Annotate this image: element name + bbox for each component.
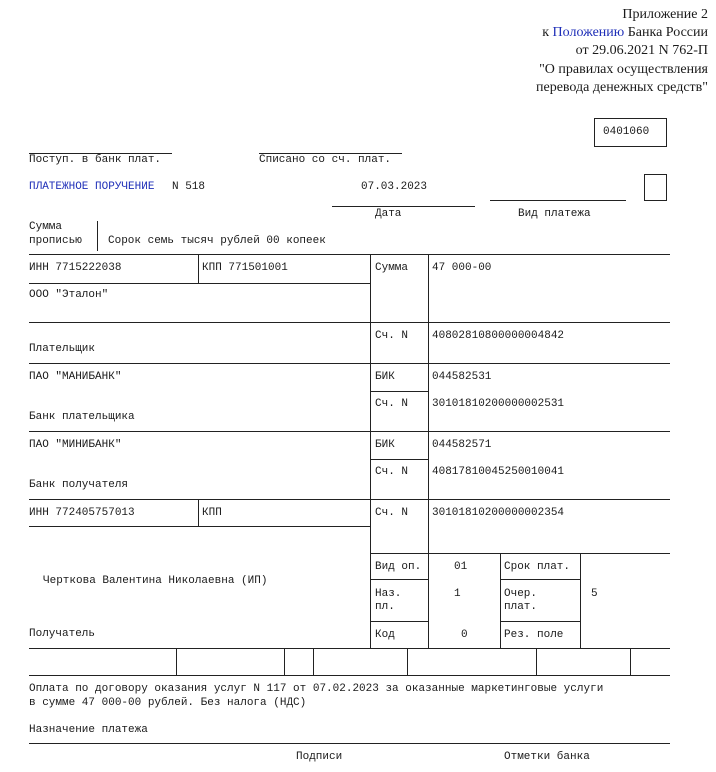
form-code-box <box>594 118 667 147</box>
grid-line-srok <box>500 579 580 580</box>
grid-line-payee-bank <box>29 499 670 500</box>
kod-value: 0 <box>461 629 468 641</box>
grid-payee-kpp-divider <box>198 499 199 526</box>
payee-bank-label: Банк получателя <box>29 479 129 491</box>
ocher-label-1: Очер. <box>504 588 538 600</box>
naz-value: 1 <box>454 588 461 600</box>
payee-bank-name: ПАО "МИНИБАНК" <box>29 439 122 451</box>
kod-label: Код <box>375 629 395 641</box>
grid-line-payer-name <box>29 322 670 323</box>
payer-kpp: КПП 771501001 <box>202 262 288 274</box>
naz-label-2: пл. <box>375 601 395 613</box>
appendix-line-4: "О правилах осуществления <box>539 62 708 77</box>
purpose-line-2: в сумме 47 000-00 рублей. Без налога (НДС) <box>29 697 307 709</box>
received-label: Поступ. в банк плат. <box>29 154 162 166</box>
grid-line-naz <box>370 621 428 622</box>
grid-line-vidop <box>370 579 428 580</box>
ocher-value: 5 <box>591 588 598 600</box>
tax-divider-2 <box>284 648 285 675</box>
tax-divider-5 <box>536 648 537 675</box>
grid-line-inn <box>29 283 370 284</box>
amount-words-label-2: прописью <box>29 235 82 247</box>
payee-acc-label: Сч. N <box>375 507 409 519</box>
payee-kpp: КПП <box>202 507 222 519</box>
appendix-line-3: от 29.06.2021 N 762-П <box>575 43 708 58</box>
purpose-line-1: Оплата по договору оказания услуг N 117 от 07.02.2023 за оказанные маркетинговые услуги <box>29 683 604 695</box>
grid-line-ocher <box>500 621 580 622</box>
grid-col-4 <box>580 553 581 648</box>
payer-bank-bik-label: БИК <box>375 371 395 383</box>
amount-value: 47 000-00 <box>432 262 492 274</box>
grid-line-tax <box>29 675 670 676</box>
form-code: 0401060 <box>603 126 650 138</box>
bank-marks-label: Отметки банка <box>504 751 590 763</box>
payee-acc: 30101810200000002354 <box>432 507 565 519</box>
appendix-line-1: Приложение 2 <box>622 7 708 22</box>
debited-label: Списано со сч. плат. <box>259 154 392 166</box>
payee-bank-acc-label: Сч. N <box>375 466 409 478</box>
grid-line-payer-bank <box>29 431 670 432</box>
payee-bank-bik-label: БИК <box>375 439 395 451</box>
payer-name: ООО "Эталон" <box>29 289 109 301</box>
grid-kpp-divider <box>198 254 199 283</box>
grid-line-payer <box>29 363 670 364</box>
srok-label: Срок плат. <box>504 561 571 573</box>
payer-account: 40802810800000004842 <box>432 330 565 342</box>
grid-line-ops-top <box>370 553 670 554</box>
res-label: Рез. поле <box>504 629 564 641</box>
vid-op-label: Вид оп. <box>375 561 422 573</box>
payee-bank-bik: 044582571 <box>432 439 492 451</box>
document-number: N 518 <box>172 181 206 193</box>
regulation-link[interactable]: Положению <box>552 25 625 40</box>
amount-words-divider <box>97 221 98 251</box>
purpose-bottom-line <box>29 743 670 744</box>
grid-line-top <box>29 254 670 255</box>
vid-op-value: 01 <box>454 561 468 573</box>
amount-label: Сумма <box>375 262 409 274</box>
amount-words-label-1: Сумма <box>29 221 63 233</box>
payer-bank-name: ПАО "МАНИБАНК" <box>29 371 122 383</box>
payer-bank-acc: 30101810200000002531 <box>432 398 565 410</box>
grid-line-payee-inn <box>29 526 370 527</box>
grid-col-3 <box>500 553 501 648</box>
appendix-line-2 <box>542 24 708 42</box>
date-label: Дата <box>375 208 402 220</box>
status-box[interactable] <box>644 174 667 201</box>
payment-type-label: Вид платежа <box>518 208 591 220</box>
tax-divider-4 <box>407 648 408 675</box>
payee-label: Получатель <box>29 628 96 640</box>
naz-label-1: Наз. <box>375 588 402 600</box>
payer-label: Плательщик <box>29 343 96 355</box>
payer-bank-acc-label: Сч. N <box>375 398 409 410</box>
payer-bank-bik: 044582531 <box>432 371 492 383</box>
payer-account-label: Сч. N <box>375 330 409 342</box>
payee-bank-acc: 40817810045250010041 <box>432 466 565 478</box>
date-line <box>332 206 475 207</box>
appendix-line-2-suffix: Банка России <box>624 25 708 40</box>
document-title: ПЛАТЕЖНОЕ ПОРУЧЕНИЕ <box>29 181 155 193</box>
grid-line-bik2 <box>370 459 428 460</box>
tax-divider-6 <box>630 648 631 675</box>
grid-col-2 <box>428 254 429 648</box>
payer-bank-label: Банк плательщика <box>29 411 135 423</box>
tax-divider-1 <box>176 648 177 675</box>
appendix-line-2-prefix: к <box>542 25 553 40</box>
tax-divider-3 <box>313 648 314 675</box>
appendix-line-5: перевода денежных средств" <box>535 80 708 95</box>
signatures-label: Подписи <box>296 751 343 763</box>
document-date: 07.03.2023 <box>361 181 428 193</box>
payment-type-line <box>490 200 626 201</box>
payee-inn: ИНН 772405757013 <box>29 507 135 519</box>
purpose-label: Назначение платежа <box>29 724 148 736</box>
grid-col-1 <box>370 254 371 648</box>
grid-line-bik1 <box>370 391 428 392</box>
amount-words-value: Сорок семь тысяч рублей 00 копеек <box>108 235 326 247</box>
payer-inn: ИНН 7715222038 <box>29 262 122 274</box>
grid-line-payee <box>29 648 670 649</box>
ocher-label-2: плат. <box>504 601 538 613</box>
payee-name: Черткова Валентина Николаевна (ИП) <box>43 575 268 587</box>
